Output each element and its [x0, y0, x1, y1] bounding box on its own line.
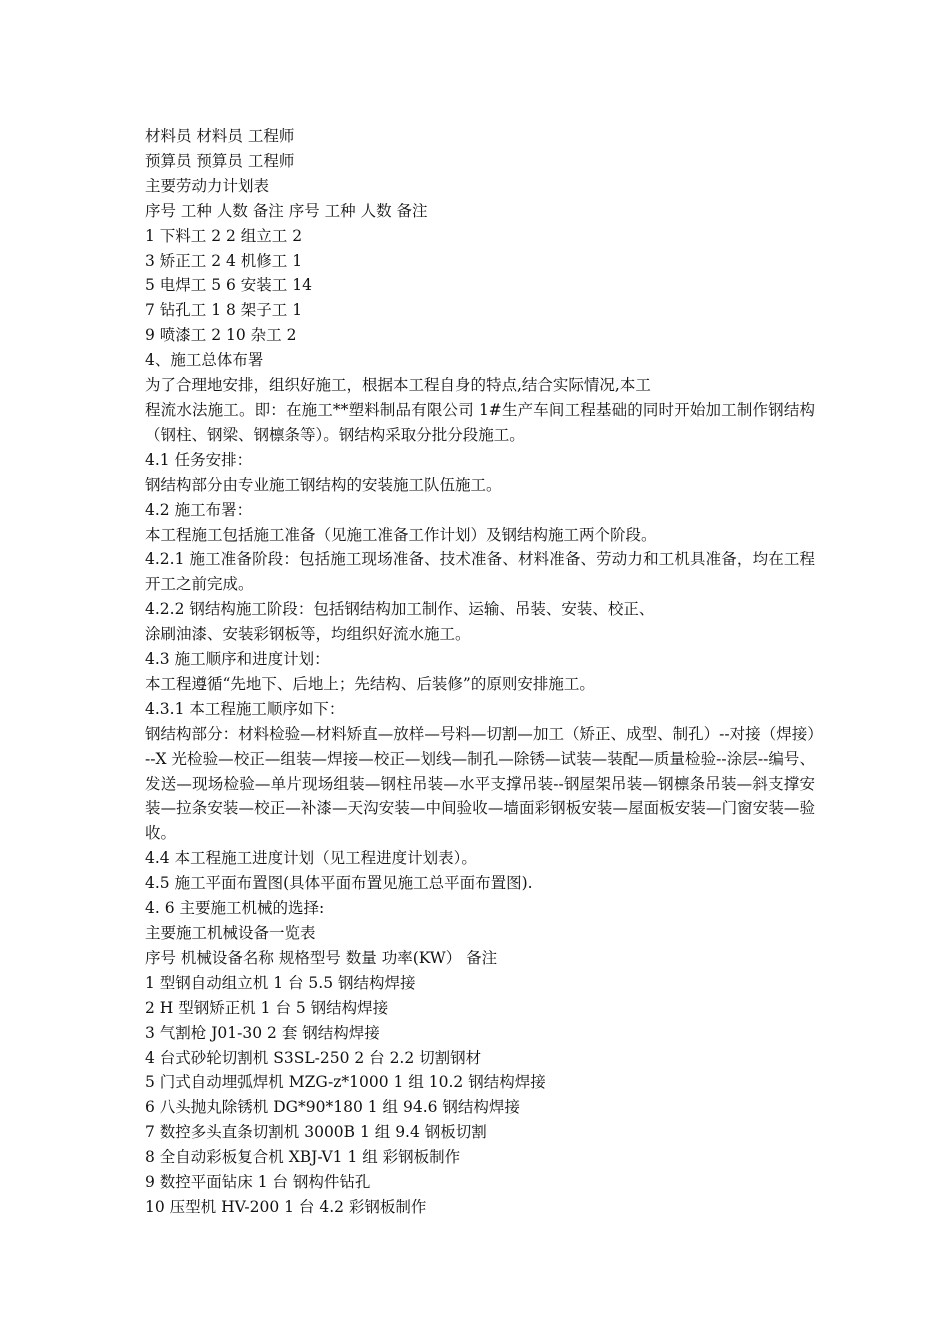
- staff-row-material: 材料员 材料员 工程师: [145, 127, 295, 145]
- paragraph: 4.2.1 施工准备阶段：包括施工现场准备、技术准备、材料准备、劳动力和工机具准备，均在工程开工之前完成。: [145, 550, 815, 594]
- labor-table-row: 9 喷漆工 2 10 杂工 2: [145, 326, 297, 345]
- paragraph: 钢结构部分：材料检验—材料矫直—放样—号料—切割—加工（矫正、成型、制孔）--对接（焊接）--X 光检验—校正—组装—焊接—校正—划线—制孔—除锈—试装—装配—质量检验--涂层--编号、发送—现场检验—单片现场组装—钢柱吊装—水平支撑吊装--钢屋架吊装—钢檩条吊装—斜支撑安装—拉条安装—校正—补漆—天沟安装—中间验收—墙面彩钢板安装—屋面板安装—门窗安装—验收。: [145, 724, 815, 843]
- labor-table-row: 3 矫正工 2 4 机修工 1: [145, 251, 303, 270]
- subsection-heading: 4.3 施工顺序和进度计划：: [145, 650, 330, 669]
- equipment-table-row: 4 台式砂轮切割机 S3SL-250 2 台 2.2 切割钢材: [145, 1048, 482, 1067]
- paragraph-line: 4.4 本工程施工进度计划（见工程进度计划表）。: [145, 849, 477, 868]
- section-heading: 4、施工总体布署: [145, 351, 264, 370]
- paragraph-line: 为了合理地安排，组织好施工，根据本工程自身的特点,结合实际情况,本工: [145, 376, 651, 395]
- paragraph-line: 4.5 施工平面布置图(具体平面布置见施工总平面布置图).: [145, 874, 533, 893]
- labor-table-row: 7 钻孔工 1 8 架子工 1: [145, 301, 303, 320]
- paragraph-line: 本工程遵循“先地下、后地上；先结构、后装修”的原则安排施工。: [145, 674, 595, 693]
- equipment-table-row: 6 八头抛丸除锈机 DG*90*180 1 组 94.6 钢结构焊接: [145, 1098, 520, 1117]
- subsection-heading: 4. 6 主要施工机械的选择:: [145, 899, 325, 918]
- labor-table-row: 1 下料工 2 2 组立工 2: [145, 226, 303, 245]
- equipment-table-row: 2 H 型钢矫正机 1 台 5 钢结构焊接: [145, 998, 389, 1017]
- equipment-table-row: 5 门式自动埋弧焊机 MZG-z*1000 1 组 10.2 钢结构焊接: [145, 1073, 546, 1092]
- equipment-table-row: 10 压型机 HV-200 1 台 4.2 彩钢板制作: [145, 1197, 427, 1216]
- labor-table-header: 序号 工种 人数 备注 序号 工种 人数 备注: [145, 201, 428, 220]
- equipment-table-row: 7 数控多头直条切割机 3000B 1 组 9.4 钢板切割: [145, 1123, 487, 1142]
- equipment-table-row: 1 型钢自动组立机 1 台 5.5 钢结构焊接: [145, 973, 416, 992]
- equipment-table-row: 9 数控平面钻床 1 台 钢构件钻孔: [145, 1173, 371, 1192]
- equipment-table-row: 8 全自动彩板复合机 XBJ-V1 1 组 彩钢板制作: [145, 1148, 461, 1167]
- paragraph-line: 钢结构部分由专业施工钢结构的安装施工队伍施工。: [145, 475, 502, 494]
- staff-row-budget: 预算员 预算员 工程师: [145, 151, 295, 170]
- paragraph: 程流水法施工。即：在施工**塑料制品有限公司 1#生产车间工程基础的同时开始加工制作钢结构（钢柱、钢梁、钢檩条等）。钢结构采取分批分段施工。: [145, 400, 815, 444]
- labor-plan-table-title: 主要劳动力计划表: [145, 176, 270, 195]
- equipment-table-title: 主要施工机械设备一览表: [145, 924, 316, 942]
- labor-table-row: 5 电焊工 5 6 安装工 14: [145, 276, 312, 295]
- paragraph-line: 涂刷油漆、安装彩钢板等，均组织好流水施工。: [145, 625, 471, 644]
- subsection-heading: 4.3.1 本工程施工顺序如下：: [145, 699, 345, 718]
- subsection-heading: 4.1 任务安排：: [145, 450, 253, 469]
- subsection-heading: 4.2 施工布署：: [145, 500, 253, 519]
- equipment-table-row: 3 气割枪 J01-30 2 套 钢结构焊接: [145, 1023, 380, 1042]
- document-body: [145, 124, 815, 1220]
- equipment-table-header: 序号 机械设备名称 规格型号 数量 功率(KW） 备注: [145, 948, 498, 967]
- paragraph-line: 4.2.2 钢结构施工阶段：包括钢结构加工制作、运输、吊装、安装、校正、: [145, 600, 655, 619]
- paragraph-line: 本工程施工包括施工准备（见施工准备工作计划）及钢结构施工两个阶段。: [145, 525, 657, 544]
